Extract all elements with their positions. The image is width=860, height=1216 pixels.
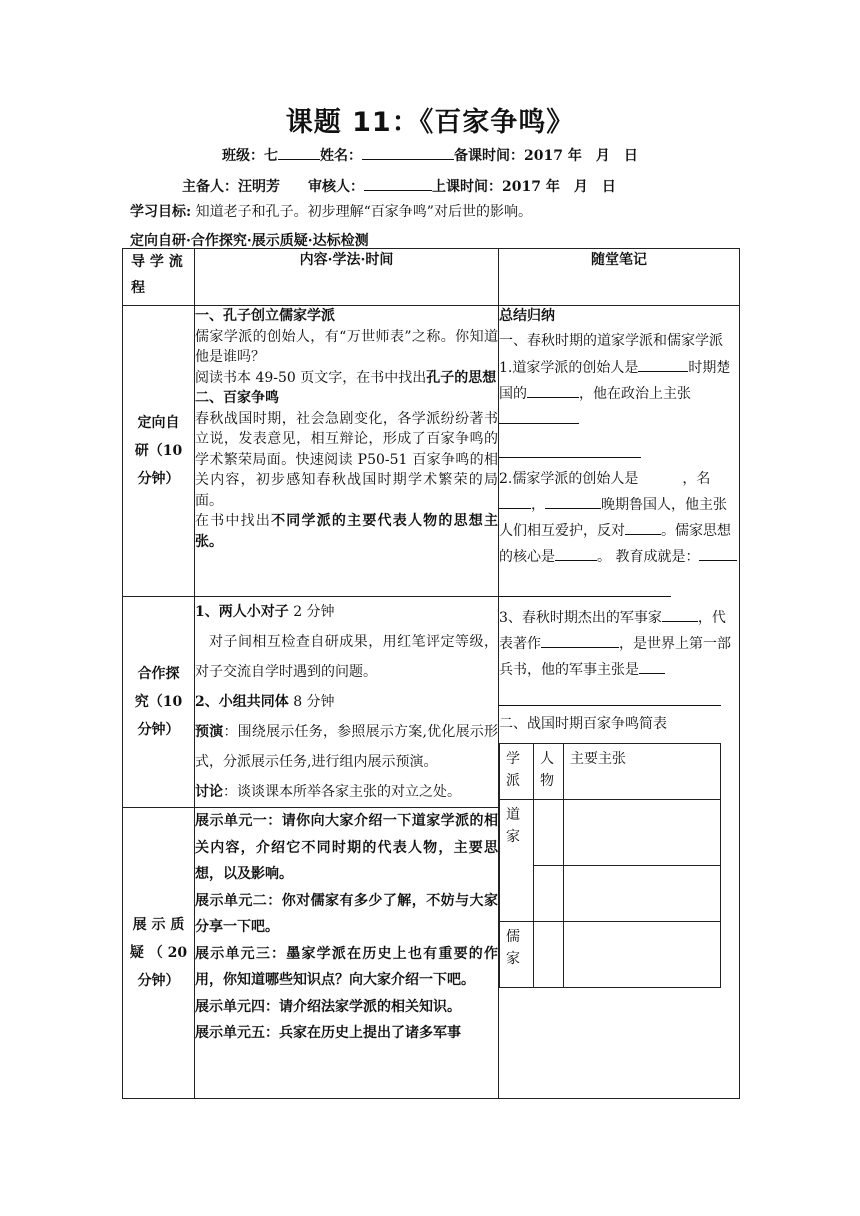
goal-label: 学习目标: bbox=[130, 204, 192, 220]
content-self-study: 一、孔子创立儒家学派 儒家学派的创始人，有“万世师表”之称。你知道他是谁吗？ 阅读书本 49-50 页文字，在书中找出孔子的思想 二、百家争鸣 春秋战国时期，社会急剧变化，各学派纷纷著书立说，发表意见，相互辩论，形成了百家争鸣的学术繁荣局面。快速阅读 P50-51 百家争鸣的相关内容，初步感知春秋战国时期学术繁荣的局面。 在书中找出不同学派的主要代表人物的思想主张。 bbox=[195, 306, 499, 597]
info-line-2 bbox=[182, 176, 616, 196]
lesson-table bbox=[122, 248, 740, 1099]
note-blank[interactable] bbox=[639, 658, 665, 674]
header-notes: 随堂笔记 bbox=[499, 249, 740, 306]
note-blank-line[interactable] bbox=[499, 443, 641, 458]
table-cell[interactable] bbox=[534, 921, 564, 987]
note-blank[interactable] bbox=[662, 606, 698, 622]
name-blank[interactable] bbox=[362, 145, 454, 160]
note-blank[interactable] bbox=[541, 632, 619, 648]
note-blank[interactable] bbox=[555, 545, 597, 561]
header-content: 内容·学法·时间 bbox=[195, 249, 499, 306]
content-cooperation: 1、两人小对子 2 分钟 对子间相互检查自研成果，用红笔评定等级，对子交流自学时遇到的问题。 2、小组共同体 8 分钟 预演：围绕展示任务，参照展示方案,优化展示形式，分派展示任务,进行组内展示预演。 讨论：谈谈课本所举各家主张的对立之处。 bbox=[195, 597, 499, 808]
class-blank[interactable] bbox=[278, 145, 320, 160]
reviewer-label: 审核人： bbox=[308, 179, 364, 195]
note-blank[interactable] bbox=[527, 382, 579, 398]
preparer-label: 主备人：汪明芳 bbox=[182, 179, 280, 195]
flow-heading: 定向自研·合作探究·展示质疑·达标检测 bbox=[130, 233, 369, 249]
table-row bbox=[123, 306, 740, 597]
header-flow: 导 学 流 程 bbox=[123, 249, 195, 306]
stage-self-study: 定向自 研（10 分钟） bbox=[123, 306, 195, 597]
note-blank[interactable] bbox=[625, 519, 661, 535]
name-label: 姓名： bbox=[320, 148, 362, 164]
table-cell[interactable] bbox=[564, 865, 721, 921]
info-line-1 bbox=[222, 145, 638, 165]
note-blank[interactable] bbox=[499, 493, 531, 509]
note-blank[interactable] bbox=[699, 545, 737, 561]
class-time-label: 上课时间：2017 年 月 日 bbox=[432, 179, 616, 195]
table-row: 儒家 bbox=[500, 921, 721, 987]
prep-time-label: 备课时间：2017 年 月 日 bbox=[454, 148, 638, 164]
note-blank-line[interactable] bbox=[499, 691, 721, 706]
class-label: 班级：七 bbox=[222, 148, 278, 164]
note-blank[interactable] bbox=[499, 408, 579, 424]
content-presentation: 展示单元一：请你向大家介绍一下道家学派的相关内容，介绍它不同时期的代表人物，主要思想，以及影响。 展示单元二：你对儒家有多少了解，不妨与大家分享一下吧。 展示单元三：墨家学派在历史上也有重要的作用，你知道哪些知识点？向大家介绍一下吧。 展示单元四：请介绍法家学派的相关知识。 展示单元五：兵家在历史上提出了诸多军事 bbox=[195, 808, 499, 1099]
notes-column: 总结归纳 一、春秋时期的道家学派和儒家学派 1.道家学派的创始人是 时期楚国的 ，他在政治上主张 2.儒家学派的创始人是 ，名， 晚期鲁国人，他主张人们相互爱护，反对 。儒家思想的核心是 。 教育成就是： 3、春秋时期杰出的军事家 ，代表著作 ，是世界上第一部兵书，他的军事主张是 二、战国时期百家争鸣简表 学派 人物 主要主张 道家 儒家 bbox=[499, 306, 740, 1099]
page-title: 课题 11：《百家争鸣》 bbox=[285, 107, 575, 138]
table-cell[interactable] bbox=[564, 921, 721, 987]
table-cell[interactable] bbox=[534, 799, 564, 865]
table-row bbox=[500, 865, 721, 921]
stage-cooperation: 合作探 究（10 分钟） bbox=[123, 597, 195, 808]
note-blank[interactable] bbox=[638, 356, 688, 372]
table-cell[interactable] bbox=[564, 799, 721, 865]
table-cell[interactable] bbox=[534, 865, 564, 921]
note-blank-line[interactable] bbox=[499, 582, 671, 597]
goal-text: 知道老子和孔子。初步理解“百家争鸣”对后世的影响。 bbox=[195, 204, 532, 220]
learning-goal bbox=[130, 201, 532, 221]
reviewer-blank[interactable] bbox=[364, 176, 432, 191]
note-blank[interactable] bbox=[545, 493, 601, 509]
stage-presentation: 展 示 质 疑 （ 20 分钟） bbox=[123, 808, 195, 1099]
table-header-row bbox=[123, 249, 740, 306]
table-row: 道家 bbox=[500, 799, 721, 865]
schools-summary-table bbox=[499, 743, 721, 988]
table-row: 学派 人物 主要主张 bbox=[500, 743, 721, 799]
